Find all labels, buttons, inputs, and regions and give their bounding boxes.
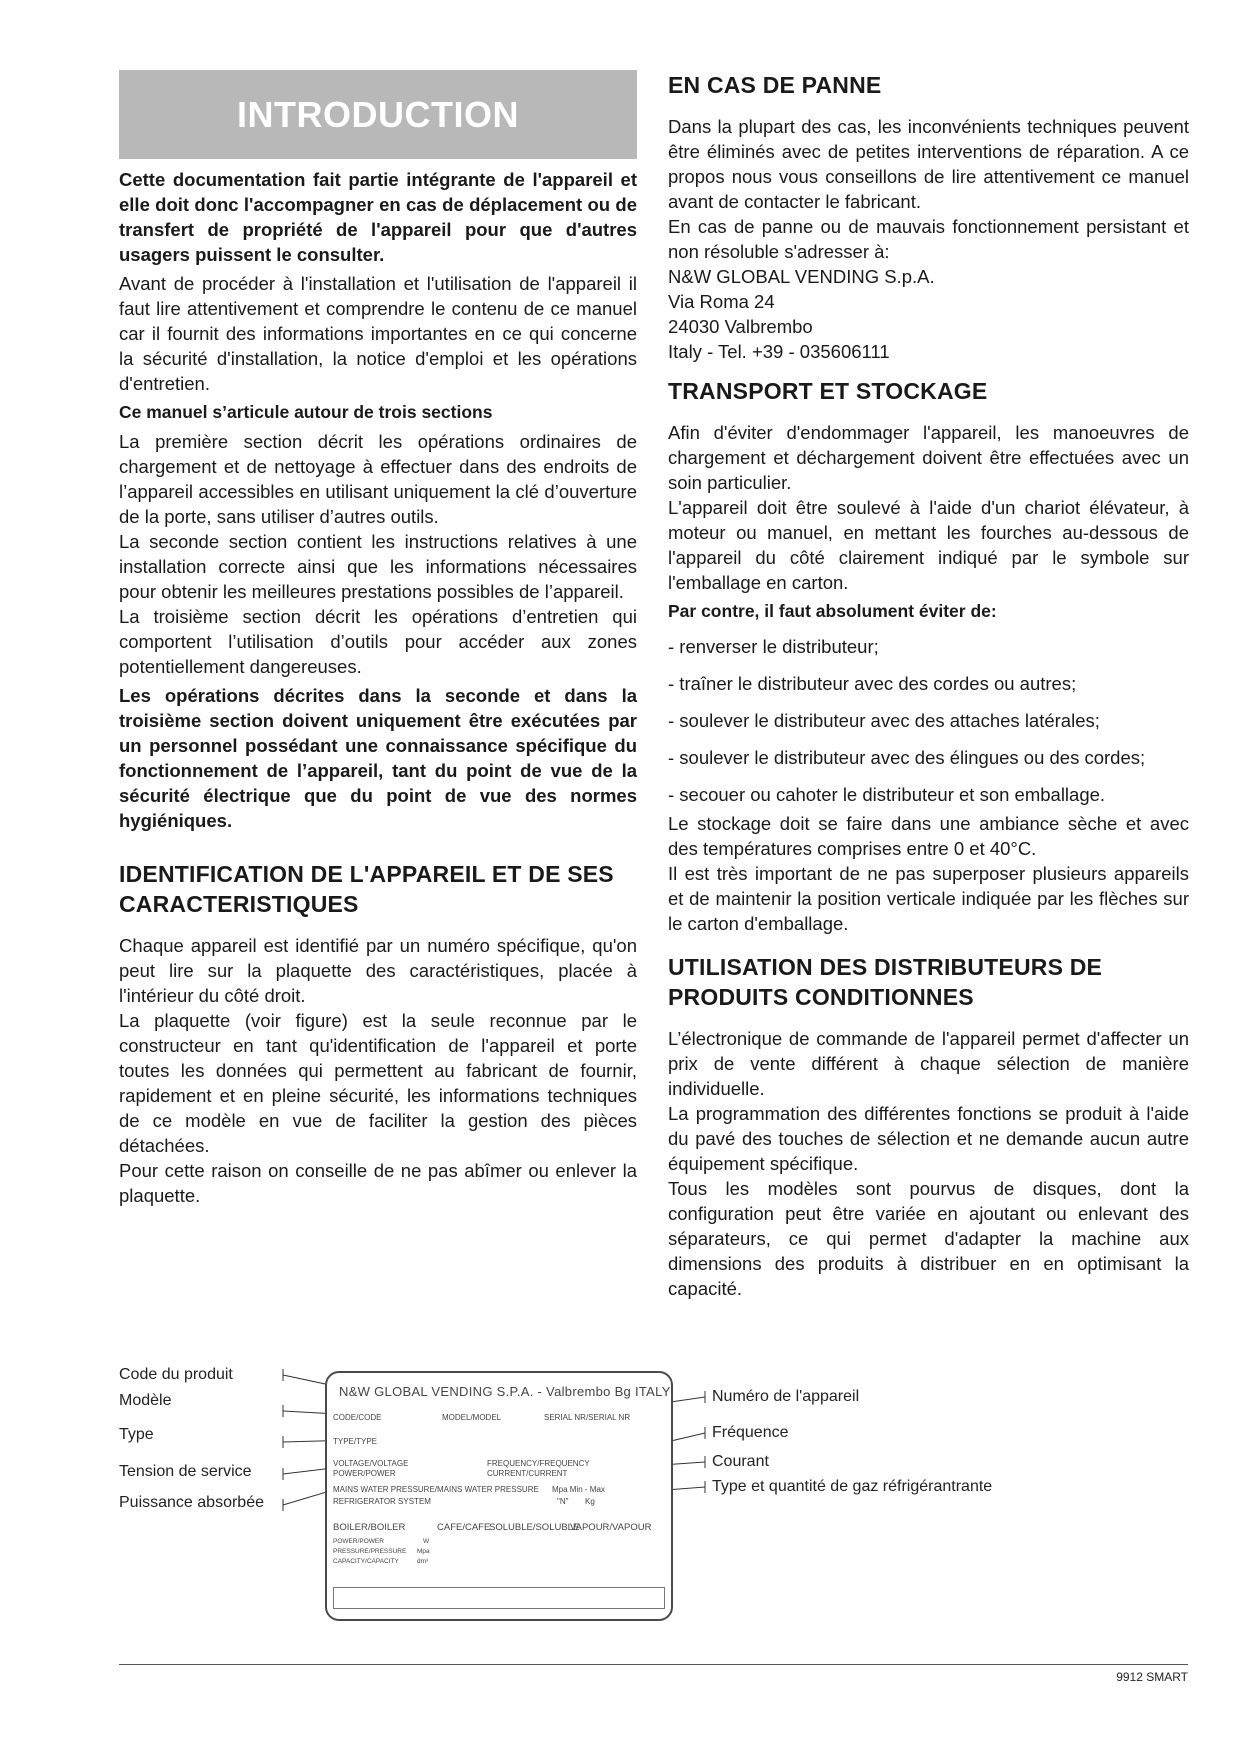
plate-boiler-capacity: CAPACITY/CAPACITY	[333, 1558, 399, 1565]
plate-kg: Kg	[585, 1497, 595, 1506]
storage-paragraph-1: Le stockage doit se faire dans une ambiance sèche et avec des températures comprises entre 0 et 40°C.	[668, 813, 1189, 859]
sections-warning: Les opérations décrites dans la seconde et dans la troisième section doivent uniquement être exécutées par un personnel possédant une connaissance spécifique du fonctionnement de l’appareil, tant du point de vue de la sécurité électrique que du point de vue des normes hygiéniques.	[119, 685, 637, 831]
right-column	[668, 70, 1189, 1305]
utilisation-paragraph-1: L’électronique de commande de l'appareil permet d'affecter un prix de vente différent à chaque sélection de manière individuelle.	[668, 1028, 1189, 1099]
avoid-item: - soulever le distributeur avec des élingues ou des cordes;	[668, 747, 1146, 768]
plate-frequency: FREQUENCY/FREQUENCY	[487, 1459, 590, 1468]
utilisation-heading: UTILISATION DES DISTRIBUTEURS DE PRODUITS CONDITIONNES	[668, 954, 1103, 1010]
plate-cafe: CAFE/CAFE	[437, 1522, 491, 1533]
label-model: Modèle	[119, 1392, 172, 1409]
panne-heading: EN CAS DE PANNE	[668, 72, 882, 98]
rating-plate	[325, 1371, 673, 1621]
avoid-item: - soulever le distributeur avec des attaches latérales;	[668, 710, 1100, 731]
contact-company: N&W GLOBAL VENDING S.p.A.	[668, 266, 935, 287]
plate-soluble: SOLUBLE/SOLUBLE	[489, 1522, 580, 1533]
plate-refrigerator: REFRIGERATOR SYSTEM	[333, 1497, 431, 1506]
section3-paragraph: La troisième section décrit les opérations d’entretien qui comportent l’utilisation d’outils pour accéder aux zones potentiellement dangereuses.	[119, 606, 637, 677]
label-refrigerant-gas: Type et quantité de gaz réfrigérantrante	[712, 1478, 993, 1495]
contact-phone: Italy - Tel. +39 - 035606111	[668, 341, 890, 362]
avoid-item: - secouer ou cahoter le distributeur et son emballage.	[668, 784, 1106, 805]
identification-paragraph-3: Pour cette raison on conseille de ne pas abîmer ou enlever la plaquette.	[119, 1160, 637, 1206]
plate-power: POWER/POWER	[333, 1469, 396, 1478]
plate-unit-dm: dm³	[417, 1558, 429, 1565]
contact-city: 24030 Valbrembo	[668, 316, 813, 337]
plate-unit-mpa: Mpa	[417, 1548, 430, 1555]
plate-serial: SERIAL NR/SERIAL NR	[544, 1413, 631, 1422]
contact-block	[668, 264, 1189, 364]
avoid-heading: Par contre, il faut absolument éviter de:	[668, 601, 997, 621]
identification-heading: IDENTIFICATION DE L'APPAREIL ET DE SES CARACTERISTIQUES	[119, 861, 614, 917]
plate-water-pressure: MAINS WATER PRESSURE/MAINS WATER PRESSURE	[333, 1485, 539, 1494]
plate-blank-field	[333, 1587, 665, 1609]
plate-header: N&W GLOBAL VENDING S.P.A. - Valbrembo Bg ITALY	[339, 1384, 671, 1399]
label-voltage: Tension de service	[119, 1463, 252, 1480]
footer-rule	[119, 1664, 1188, 1665]
label-serial-number: Numéro de l'appareil	[712, 1388, 860, 1405]
transport-paragraph-2: L'appareil doit être soulevé à l'aide d'un chariot élévateur, à moteur ou manuel, en mettant les fourches au-dessous de l'appareil du côté clairement indiqué par le symbole sur l'emballage en carton.	[668, 497, 1189, 593]
plate-mpa-range: Mpa Min - Max	[552, 1485, 605, 1494]
plate-current: CURRENT/CURRENT	[487, 1469, 568, 1478]
panne-paragraph-1: Dans la plupart des cas, les inconvénients techniques peuvent être éliminés avec de petites interventions de réparation. A ce propos nous vous conseillons de lire attentivement ce manuel avant de contacter le fabricant.	[668, 116, 1189, 212]
transport-heading: TRANSPORT ET STOCKAGE	[668, 378, 988, 404]
footer-document-code: 9912 SMART	[1116, 1670, 1188, 1684]
avoid-item: - renverser le distributeur;	[668, 636, 879, 657]
plate-boiler-pressure: PRESSURE/PRESSURE	[333, 1548, 407, 1555]
contact-street: Via Roma 24	[668, 291, 775, 312]
sections-heading: Ce manuel s’articule autour de trois sections	[119, 402, 493, 422]
plate-code: CODE/CODE	[333, 1413, 382, 1422]
label-current: Courant	[712, 1453, 769, 1470]
banner-title: INTRODUCTION	[237, 93, 519, 135]
intro-bold-paragraph: Cette documentation fait partie intégrante de l'appareil et elle doit donc l'accompagner en cas de déplacement ou de transfert de propriété de l'appareil pour que d'autres usagers puissent le consulter.	[119, 169, 637, 265]
transport-paragraph-1: Afin d'éviter d'endommager l'appareil, les manoeuvres de chargement et déchargement doivent être effectuées avec un soin particulier.	[668, 422, 1189, 493]
label-power: Puissance absorbée	[119, 1494, 264, 1511]
storage-paragraph-2: Il est très important de ne pas superposer plusieurs appareils et de maintenir la position verticale indiquée par les flèches sur le carton d'emballage.	[668, 863, 1189, 934]
avoid-list	[668, 634, 1189, 807]
plate-vapour: VAPOUR/VAPOUR	[570, 1522, 652, 1533]
plate-n: "N"	[557, 1497, 569, 1506]
section2-paragraph: La seconde section contient les instructions relatives à une installation correcte ainsi que les informations nécessaires pour obtenir les meilleures prestations possibles de l’appareil.	[119, 531, 637, 602]
plate-boiler: BOILER/BOILER	[333, 1522, 406, 1533]
plate-voltage: VOLTAGE/VOLTAGE	[333, 1459, 409, 1468]
intro-paragraph: Avant de procéder à l'installation et l'utilisation de l'appareil il faut lire attentivement et comprendre le contenu de ce manuel car il fournit des informations importantes en ce qui concerne la sécurité d'installation, la notice d'emploi et les opérations d'entretien.	[119, 273, 637, 394]
label-frequency: Fréquence	[712, 1424, 789, 1441]
identification-plate-figure	[0, 1360, 1241, 1630]
label-type: Type	[119, 1426, 154, 1443]
plate-boiler-power: POWER/POWER	[333, 1538, 384, 1545]
utilisation-paragraph-2: La programmation des différentes fonctions se produit à l'aide du pavé des touches de sélection et ne demande aucun autre équipement spécifique.	[668, 1103, 1189, 1174]
panne-paragraph-2: En cas de panne ou de mauvais fonctionnement persistant et non résoluble s'adresser à:	[668, 216, 1189, 262]
identification-paragraph-1: Chaque appareil est identifié par un numéro spécifique, qu'on peut lire sur la plaquette des caractéristiques, placée à l'intérieur du côté droit.	[119, 935, 637, 1006]
left-column	[119, 70, 637, 1212]
plate-unit-w: W	[423, 1538, 430, 1545]
identification-paragraph-2: La plaquette (voir figure) est la seule reconnue par le constructeur en tant qu'identification de l'appareil et porte toutes les données qui permettent au fabricant de fournir, rapidement et en pleine sécurité, les informations techniques de ce modèle en vue de faciliter la gestion des pièces détachées.	[119, 1010, 637, 1156]
plate-type: TYPE/TYPE	[333, 1437, 378, 1446]
utilisation-paragraph-3: Tous les modèles sont pourvus de disques, dont la configuration peut être variée en ajoutant ou enlevant des séparateurs, ce qui permet d'adapter la machine aux dimensions des produits à distribuer en en optimisant la capacité.	[668, 1178, 1189, 1299]
plate-model: MODEL/MODEL	[442, 1413, 502, 1422]
introduction-banner	[119, 70, 637, 159]
label-product-code: Code du produit	[119, 1366, 233, 1383]
avoid-item: - traîner le distributeur avec des cordes ou autres;	[668, 673, 1077, 694]
section1-paragraph: La première section décrit les opérations ordinaires de chargement et de nettoyage à effectuer dans des endroits de l’appareil accessibles en utilisant uniquement la clé d’ouverture de la porte, sans utiliser d’autres outils.	[119, 431, 637, 527]
